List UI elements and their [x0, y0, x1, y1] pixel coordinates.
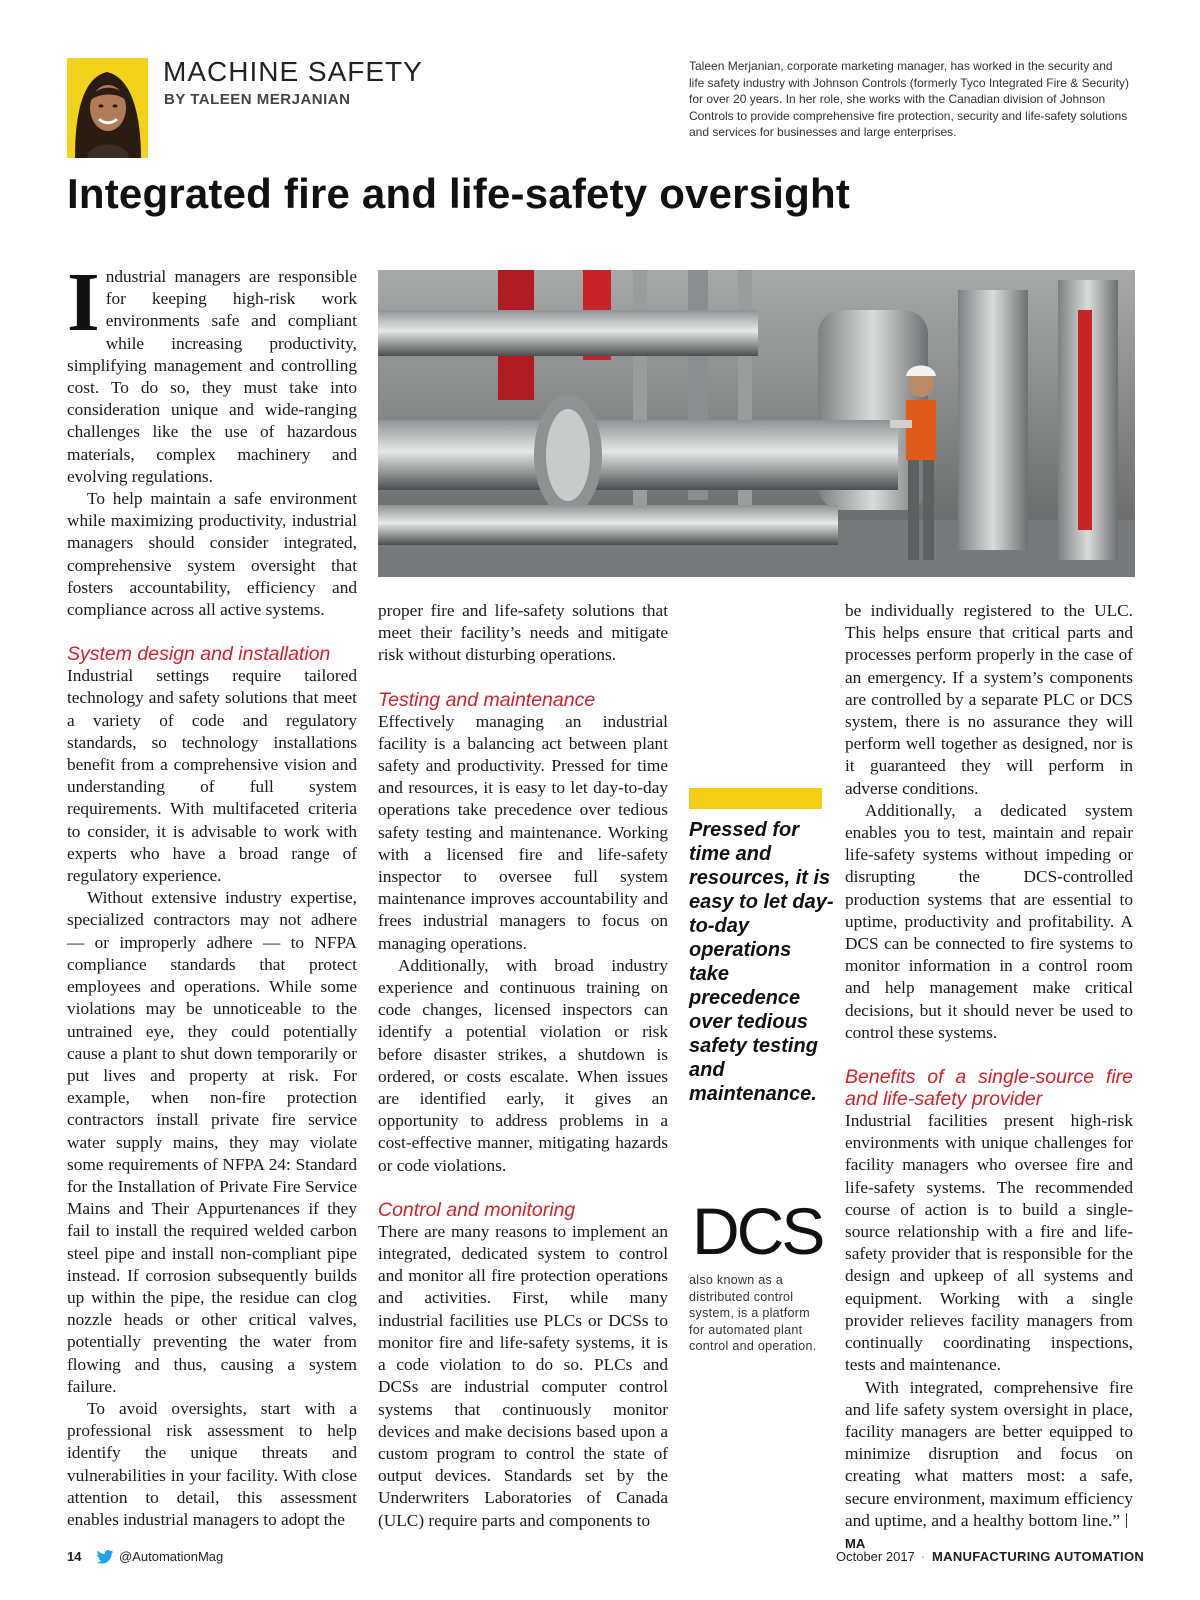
article-column-4 [845, 600, 1133, 1555]
article-photo-industrial-plant [378, 270, 1135, 577]
body-paragraph: Additionally, a dedicated system enables you to test, maintain and repair life-safety systems without impeding or disrupting the DCS-controlled production systems that are essential to uptime, productivity and profitability. A DCS can be connected to fire systems to monitor information in a control room and help management make critical decisions, but it should never be used to control these systems. [845, 800, 1133, 1042]
twitter-handle: @AutomationMag [119, 1549, 224, 1564]
body-paragraph: There are many reasons to implement an integrated, dedicated system to control and monitor all fire protection operations and activities. First, while many industrial facilities use PLCs or DCSs to monitor fire and life-safety systems, it is a code violation to do so. PLCs and DCSs are industrial computer control systems that continuously monitor devices and make decisions based upon a custom program to control the state of output devices. Standards set by the Underwriters Laboratories of Canada (ULC) require parts and components to [378, 1221, 668, 1530]
pull-quote: Pressed for time and resources, it is easy to let day-to-day operations take precedence over tedious safety testing and maintenance. [689, 819, 834, 1105]
article-column-1 [67, 256, 357, 1531]
intro-paragraph [67, 256, 357, 488]
article-column-2 [378, 600, 668, 1532]
footer-separator: · [921, 1549, 926, 1564]
glossary-definition: also known as a distributed control system, is a platform for automated plant control and operation. [689, 1273, 817, 1353]
closing-text: With integrated, comprehensive fire and life safety system oversight in place, facility managers are better equipped to minimize disruption and focus on creating what matters most: a safe, secure environment, maximum efficiency and uptime, and a healthy bottom line.” [845, 1377, 1133, 1530]
body-paragraph: be individually registered to the ULC. This helps ensure that critical parts and processes perform properly in the case of an emergency. If a system’s components are controlled by a separate PLC or DCS system, there is no assurance they will perform well together as designed, nor is it guaranteed they will perform in adverse conditions. [845, 601, 1133, 798]
publication-name: MANUFACTURING AUTOMATION [932, 1549, 1145, 1564]
section-heading-design: System design and installation [67, 643, 331, 666]
twitter-handle-block[interactable] [96, 1549, 223, 1564]
section-heading-testing: Testing and maintenance [378, 688, 596, 711]
end-mark-divider [1126, 1513, 1127, 1528]
body-paragraph: To avoid oversights, start with a professional risk assessment to help identify the unique threats and vulnerabilities in your facility. With close attention to detail, this assessment enables industrial managers to adopt the [67, 1398, 357, 1529]
body-paragraph: Industrial facilities present high-risk environments with unique challenges for facility managers who oversee fire and life-safety systems. The recommended course of action is to build a single-source relationship with a fire and life-safety provider that is responsible for the design and upkeep of all systems and equipment. Working with a single provider relieves facility managers from continually coordinating inspections, tests and maintenance. [845, 1111, 1133, 1375]
glossary-term: DCS [692, 1194, 823, 1268]
body-paragraph: Industrial settings require tailored technology and safety solutions that meet a variety of code and regulatory standards, so technology installations benefit from a comprehensive vision and understanding of full system requirements. With multifaceted criteria to consider, it is advisable to work with experts who have a broad range of regulatory experience. [67, 666, 357, 886]
page-number: 14 [67, 1549, 82, 1564]
pull-quote-accent-bar [689, 788, 822, 809]
author-bio: Taleen Merjanian, corporate marketing manager, has worked in the security and life safety industry with Johnson Controls (formerly Tyco Integrated Fire & Security) for over 20 years. In her role, she works with the Canadian division of Johnson Controls to provide comprehensive fire protection, security and life-safety solutions and services for businesses and large enterprises. [689, 59, 1129, 140]
drop-cap: I [67, 256, 100, 349]
intro-text: ndustrial managers are responsible for keeping high-risk work environments safe and compliant while increasing productivity, simplifying management and controlling cost. To do so, they must take into consideration unique and wide-ranging challenges like the use of hazardous materials, complex machinery and evolving regulations. [67, 267, 357, 486]
article-headline: Integrated fire and life-safety oversight [67, 170, 851, 217]
body-paragraph: To help maintain a safe environment while maximizing productivity, industrial managers should consider integrated, comprehensive system oversight that fosters accountability, efficiency and compliance across all active systems. [67, 489, 357, 620]
closing-paragraph [845, 1377, 1133, 1556]
twitter-bird-icon [96, 1550, 114, 1564]
body-paragraph: Without extensive industry expertise, specialized contractors may not adhere — or improperly adhere — to NFPA compliance standards that protect employees and operations. While some violations may be unnoticeable to the untrained eye, they could potentially cause a plant to shut down temporarily or put lives and property at risk. For example, when non-fire protection contractors install private fire service water supply mains, they may violate some requirements of NFPA 24: Standard for the Installation of Private Fire Service Mains and Their Appurtenances if they fail to install the required welded carbon steel pipe and install non-compliant pipe instead. If corrosion subsequently builds up within the pipe, the residue can clog nozzle heads or other critical valves, potentially preventing the water from flowing and thus, causing a system failure. [67, 888, 357, 1396]
body-paragraph: proper fire and life-safety solutions that meet their facility’s needs and mitigate risk without disturbing operations. [378, 601, 668, 665]
issue-date: October 2017 [836, 1549, 915, 1564]
section-heading-benefits: Benefits of a single-source fire and life-safety provider [845, 1066, 1133, 1111]
byline: BY TALEEN MERJANIAN [164, 91, 351, 108]
body-paragraph: Effectively managing an industrial facility is a balancing act between plant safety and productivity. Pressed for time and resources, it is easy to let day-to-day operations take precedence over tedious safety testing and maintenance. Working with a licensed fire and life-safety inspector to oversee full system maintenance improves accountability and frees industrial managers to focus on managing operations. [378, 711, 668, 953]
body-paragraph: Additionally, with broad industry experience and continuous training on code changes, licensed inspectors can identify a potential violation or risk before disaster strikes, a shutdown is ordered, or costs escalate. When issues are identified early, it gives an opportunity to address problems in a cost-effective manner, mitigating hazards or code violations. [378, 955, 668, 1175]
section-heading-control: Control and monitoring [378, 1198, 576, 1221]
author-photo [67, 58, 148, 158]
end-mark: MA [845, 1535, 866, 1551]
column-name: MACHINE SAFETY [163, 56, 423, 87]
